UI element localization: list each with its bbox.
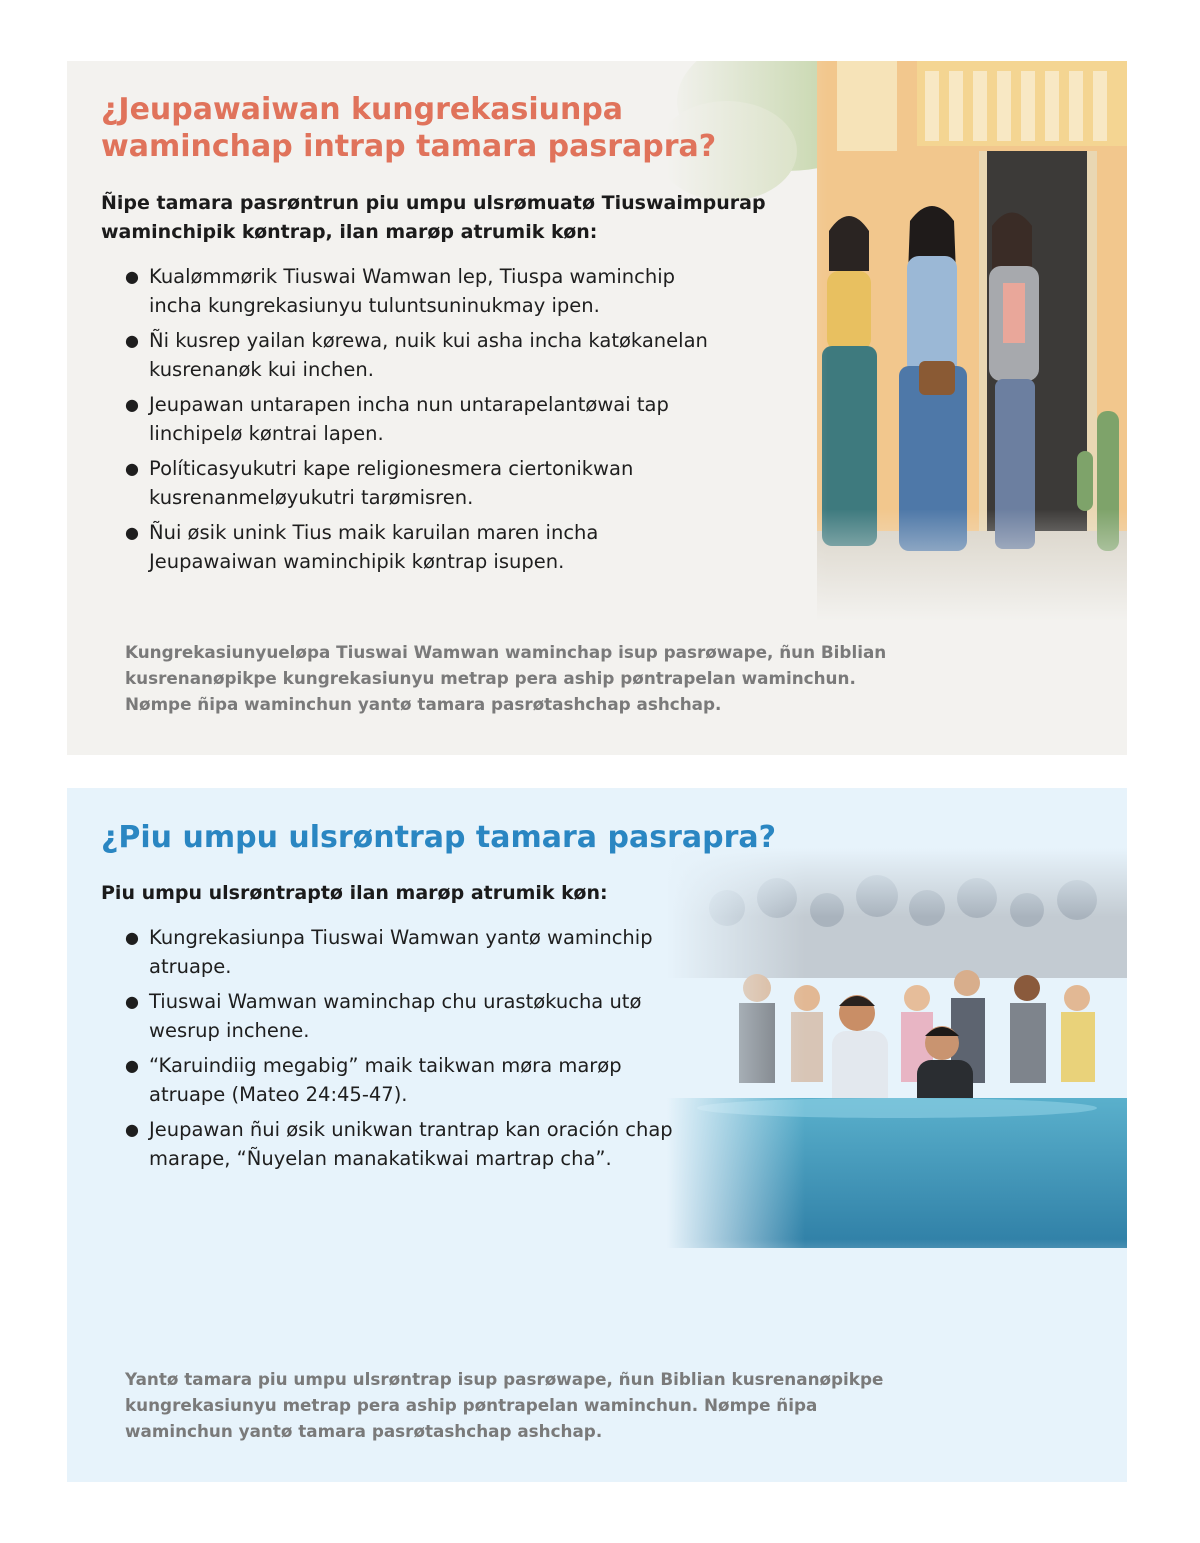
section-title: ¿Jeupawaiwan kungrekasiunpa waminchap intrap tamara pasrapra? bbox=[101, 92, 717, 164]
section-note: Yantø tamara piu umpu ulsrøntrap isup pasrøwape, ñun Biblian kusrenanøpikpe kungrekasiunyu metrap pera aship pøntrapelan waminchun. Nømpe ñipa waminchun yantø tamara pasrøtashchap ashchap. bbox=[125, 1369, 884, 1441]
bullet-icon: ● bbox=[125, 331, 139, 350]
section-intro: Ñipe tamara pasrøntrun piu umpu ulsrømuatø Tiuswaimpurap waminchipik køntrap, ilan marøp atrumik køn: bbox=[101, 192, 766, 243]
list-item: ● Políticasyukutri kape religionesmera ciertonikwan kusrenanmeløyukutri tarømisren. bbox=[125, 454, 725, 512]
list-item: ● Jeupawan untarapen incha nun untarapelantøwai tap linchipelø køntrai lapen. bbox=[125, 390, 725, 448]
baptism-illustration bbox=[667, 848, 1127, 1308]
list-item: ● “Karuindiig megabig” maik taikwan møra marøp atruape (Mateo 24:45-47). bbox=[125, 1051, 695, 1109]
bullet-icon: ● bbox=[125, 523, 139, 542]
bullet-list bbox=[125, 262, 725, 582]
bullet-icon: ● bbox=[125, 459, 139, 478]
list-item: ● Tiuswai Wamwan waminchap chu urastøkucha utø wesrup inchene. bbox=[125, 987, 695, 1045]
baptism-info-card bbox=[67, 788, 1127, 1482]
section-intro: Piu umpu ulsrøntraptø ilan marøp atrumik køn: bbox=[101, 882, 608, 904]
bullet-icon: ● bbox=[125, 992, 139, 1011]
list-item: ● Kualømmørik Tiuswai Wamwan lep, Tiuspa waminchip incha kungrekasiunyu tuluntsuninukmay ipen. bbox=[125, 262, 725, 320]
list-item: ● Jeupawan ñui øsik unikwan trantrap kan oración chap marape, “Ñuyelan manakatikwai martrap cha”. bbox=[125, 1115, 695, 1173]
bullet-icon: ● bbox=[125, 395, 139, 414]
section-note: Kungrekasiunyueløpa Tiuswai Wamwan waminchap isup pasrøwape, ñun Biblian kusrenanøpikpe kungrekasiunyu metrap pera aship pøntrapelan waminchun. Nømpe ñipa waminchun yantø tamara pasrøtashchap ashchap. bbox=[125, 642, 887, 714]
list-item: ● Kungrekasiunpa Tiuswai Wamwan yantø waminchip atruape. bbox=[125, 923, 695, 981]
bullet-list bbox=[125, 923, 695, 1179]
bullet-icon: ● bbox=[125, 267, 139, 286]
section-title: ¿Piu umpu ulsrøntrap tamara pasrapra? bbox=[101, 820, 777, 855]
meeting-info-card bbox=[67, 61, 1127, 755]
list-item: ● Ñi kusrep yailan kørewa, nuik kui asha incha katøkanelan kusrenanøk kui inchen. bbox=[125, 326, 725, 384]
bullet-icon: ● bbox=[125, 928, 139, 947]
bullet-icon: ● bbox=[125, 1120, 139, 1139]
list-item: ● Ñui øsik unink Tius maik karuilan maren incha Jeupawaiwan waminchipik køntrap isupen. bbox=[125, 518, 725, 576]
bullet-icon: ● bbox=[125, 1056, 139, 1075]
